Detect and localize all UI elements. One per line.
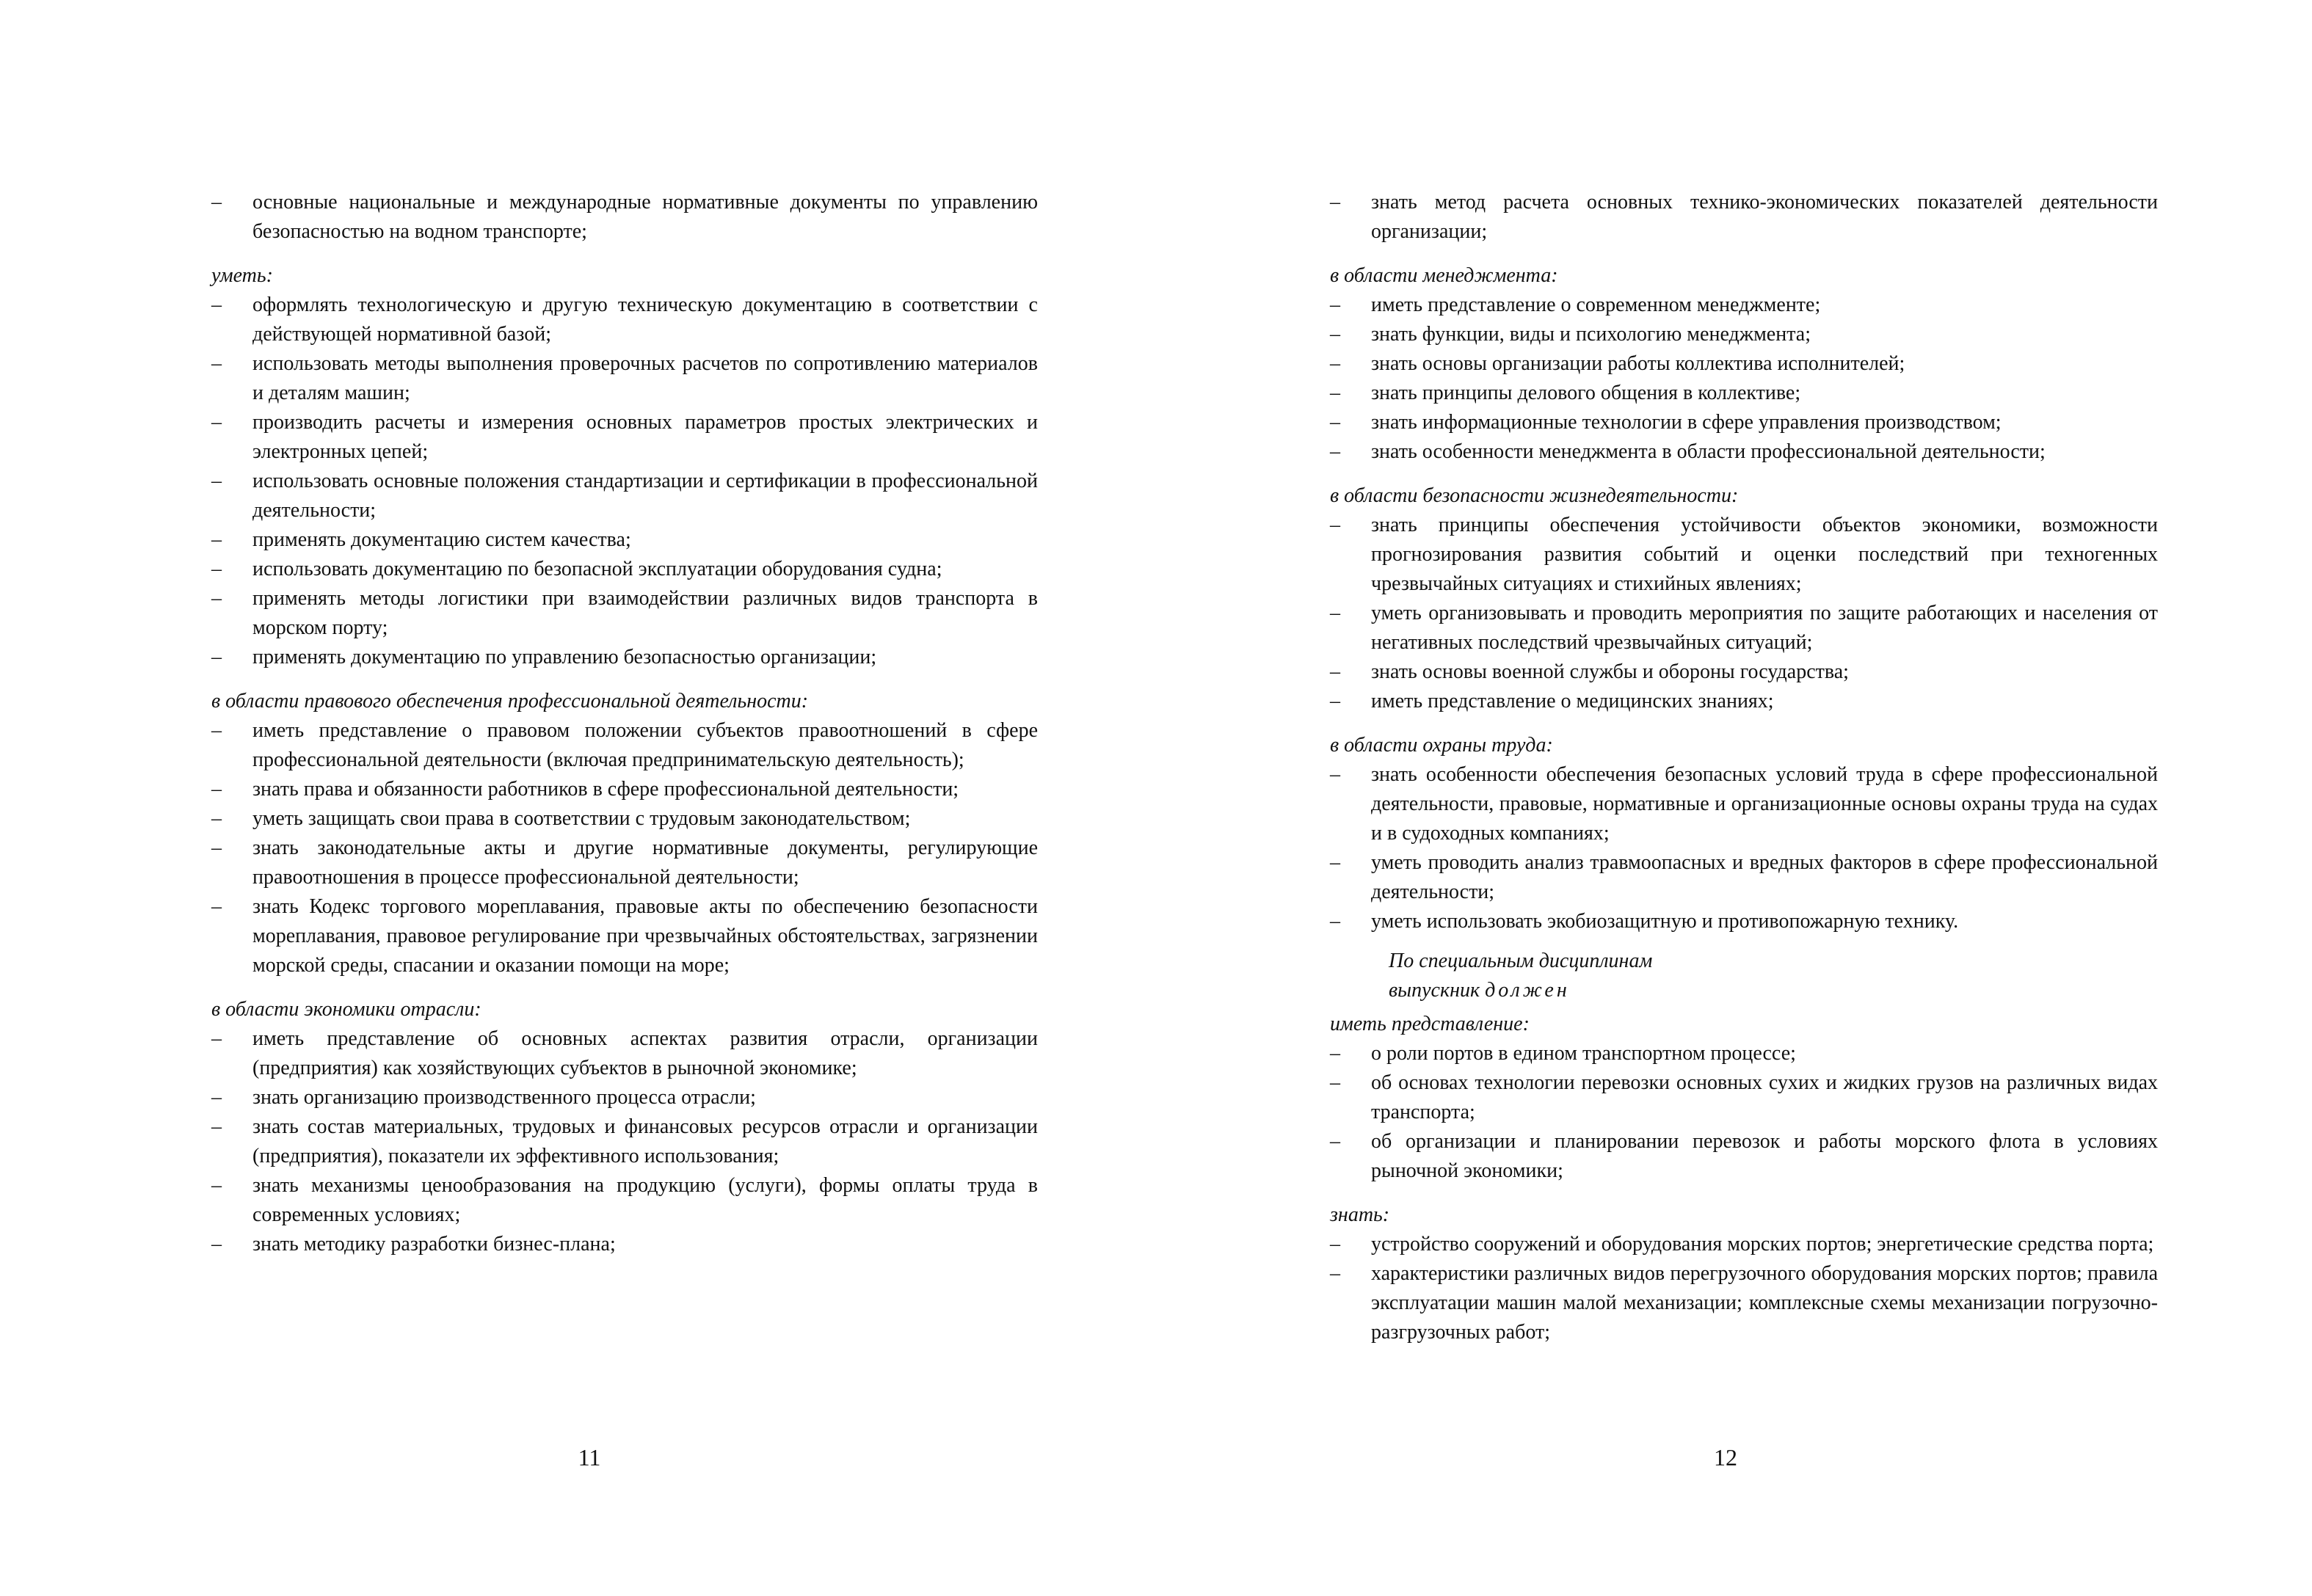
- list-item: – об основах технологии перевозки основных сухих и жидких грузов на различных видах транспорта;: [1330, 1068, 2158, 1127]
- section-heading: в области безопасности жизнедеятельности:: [1330, 484, 1739, 507]
- section-heading: в области менеджмента:: [1330, 264, 1558, 287]
- list-item: – о роли портов в едином транспортном процессе;: [1330, 1039, 2158, 1068]
- list-item: – знать информационные технологии в сфере управления производством;: [1330, 408, 2158, 437]
- item-list: [1330, 188, 2158, 247]
- item-list: [1330, 1039, 2158, 1186]
- item-list: [211, 291, 1038, 672]
- list-item: – иметь представление о правовом положении субъектов правоотношений в сфере профессиональной деятельности (включая предпринимательскую деятельность);: [211, 716, 1038, 775]
- list-item: – использовать основные положения стандартизации и сертификации в профессиональной деятельности;: [211, 467, 1038, 525]
- list-item: – знать Кодекс торгового мореплавания, правовые акты по обеспечению безопасности мореплавания, правовое регулирование при чрезвычайных обстоятельствах, загрязнении морской среды, спасании и оказании помощи на море;: [211, 892, 1038, 980]
- section: [1330, 481, 2158, 716]
- list-item: – знать законодательные акты и другие нормативные документы, регулирующие правоотношения в процессе профессиональной деятельности;: [211, 834, 1038, 892]
- item-list: [1330, 511, 2158, 716]
- item-list: [211, 188, 1038, 247]
- special-heading-line2: [1389, 976, 2158, 1005]
- item-list: [1330, 1230, 2158, 1347]
- list-item: – применять документацию систем качества;: [211, 525, 1038, 555]
- list-item: – знать состав материальных, трудовых и финансовых ресурсов отрасли и организации (предприятия), показатели их эффективного использования;: [211, 1112, 1038, 1171]
- list-item: – знать особенности обеспечения безопасных условий труда в сфере профессиональной деятельности, правовые, нормативные и организационные основы охраны труда на судах и в судоходных компаниях;: [1330, 760, 2158, 848]
- list-item: – знать функции, виды и психологию менеджмента;: [1330, 320, 2158, 349]
- item-list: [1330, 291, 2158, 467]
- item-list: [211, 716, 1038, 980]
- list-item: – уметь проводить анализ травмоопасных и вредных факторов в сфере профессиональной деятельности;: [1330, 848, 2158, 907]
- list-item: – знать основы организации работы коллектива исполнителей;: [1330, 349, 2158, 379]
- section: [211, 995, 1038, 1259]
- list-item: – иметь представление о медицинских знаниях;: [1330, 687, 2158, 716]
- section-heading: в области экономики отрасли:: [211, 998, 481, 1021]
- list-item: – знать методику разработки бизнес-плана;: [211, 1230, 1038, 1259]
- special-heading-line1: По специальным дисциплинам: [1389, 950, 1653, 972]
- list-item: – иметь представление об основных аспектах развития отрасли, организации (предприятия) как хозяйствующих субъектов в рыночной экономике;: [211, 1024, 1038, 1083]
- section-heading: уметь:: [211, 264, 273, 287]
- list-item: – применять методы логистики при взаимодействии различных видов транспорта в морском порту;: [211, 584, 1038, 643]
- special-disciplines-heading: [1389, 947, 2158, 1005]
- list-item: – знать организацию производственного процесса отрасли;: [211, 1083, 1038, 1112]
- special-heading-spaced: должен: [1485, 979, 1570, 1002]
- list-item: – уметь защищать свои права в соответствии с трудовым законодательством;: [211, 804, 1038, 834]
- section: [1330, 1010, 2158, 1186]
- section: [1330, 261, 2158, 467]
- item-list: [211, 1024, 1038, 1259]
- list-item: – характеристики различных видов перегрузочного оборудования морских портов; правила эксплуатации машин малой механизации; комплексные схемы механизации погрузочно-разгрузочных работ;: [1330, 1259, 2158, 1347]
- list-item: – уметь организовывать и проводить мероприятия по защите работающих и населения от негативных последствий чрезвычайных ситуаций;: [1330, 599, 2158, 657]
- list-item: – знать права и обязанности работников в сфере профессиональной деятельности;: [211, 775, 1038, 804]
- section-heading: иметь представление:: [1330, 1013, 1530, 1035]
- section: [211, 261, 1038, 672]
- list-item: – знать основы военной службы и обороны государства;: [1330, 657, 2158, 687]
- list-item: – знать принципы делового общения в коллективе;: [1330, 379, 2158, 408]
- section: [211, 687, 1038, 980]
- section: [211, 188, 1038, 247]
- list-item: – знать особенности менеджмента в области профессиональной деятельности;: [1330, 437, 2158, 467]
- list-item: – знать метод расчета основных технико-экономических показателей деятельности организации;: [1330, 188, 2158, 247]
- list-item: – об организации и планировании перевозок и работы морского флота в условиях рыночной экономики;: [1330, 1127, 2158, 1186]
- list-item: – применять документацию по управлению безопасностью организации;: [211, 643, 1038, 672]
- section-heading: в области правового обеспечения профессиональной деятельности:: [211, 690, 809, 713]
- list-item: – использовать документацию по безопасной эксплуатации оборудования судна;: [211, 555, 1038, 584]
- list-item: – устройство сооружений и оборудования морских портов; энергетические средства порта;: [1330, 1230, 2158, 1259]
- list-item: – иметь представление о современном менеджменте;: [1330, 291, 2158, 320]
- list-item: – основные национальные и международные нормативные документы по управлению безопасностью на водном транспорте;: [211, 188, 1038, 247]
- special-heading-prefix: выпускник: [1389, 979, 1486, 1002]
- section: [1330, 731, 2158, 936]
- list-item: – знать принципы обеспечения устойчивости объектов экономики, возможности прогнозирования развития событий и оценки последствий при техногенных чрезвычайных ситуациях и стихийных явлениях;: [1330, 511, 2158, 599]
- section: [1330, 188, 2158, 247]
- left-page: [211, 188, 1038, 1259]
- section: [1330, 1200, 2158, 1347]
- page-number-right: 12: [1714, 1444, 1737, 1471]
- page-number-left: 11: [578, 1444, 601, 1471]
- list-item: – знать механизмы ценообразования на продукцию (услуги), формы оплаты труда в современных условиях;: [211, 1171, 1038, 1230]
- item-list: [1330, 760, 2158, 936]
- list-item: – производить расчеты и измерения основных параметров простых электрических и электронных цепей;: [211, 408, 1038, 467]
- list-item: – оформлять технологическую и другую техническую документацию в соответствии с действующей нормативной базой;: [211, 291, 1038, 349]
- list-item: – уметь использовать экобиозащитную и противопожарную технику.: [1330, 907, 2158, 936]
- section-heading: в области охраны труда:: [1330, 734, 1553, 757]
- right-page: [1330, 188, 2158, 1347]
- list-item: – использовать методы выполнения проверочных расчетов по сопротивлению материалов и деталям машин;: [211, 349, 1038, 408]
- section-heading: знать:: [1330, 1203, 1390, 1226]
